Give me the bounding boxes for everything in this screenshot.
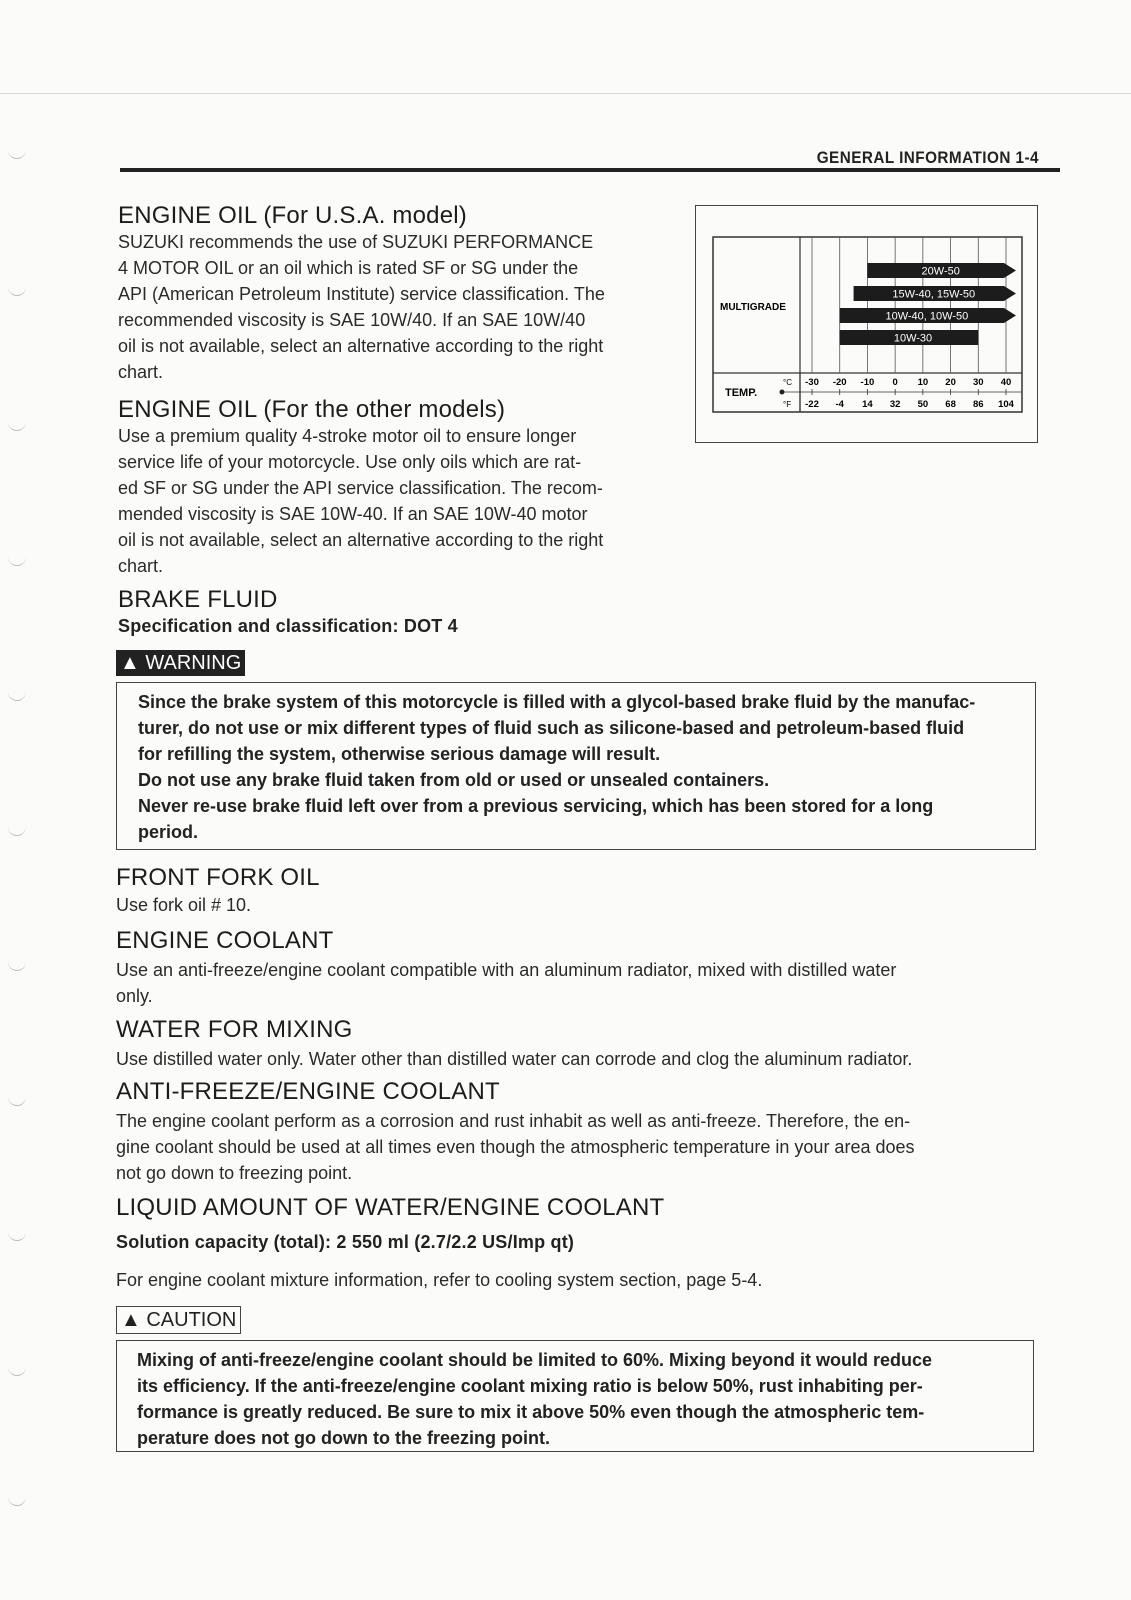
- binder-hole-mark: [8, 285, 26, 296]
- temp-label: TEMP.: [725, 387, 758, 399]
- text-line: oil is not available, select an alternative according to the right: [118, 336, 604, 356]
- paragraph-engine-oil-other: [118, 423, 678, 579]
- binder-hole-mark: [8, 1095, 26, 1106]
- heading-anti-freeze: ANTI-FREEZE/ENGINE COOLANT: [116, 1078, 500, 1105]
- celsius-tick-label: 20: [945, 377, 956, 388]
- binder-hole-mark: [8, 1495, 26, 1506]
- text-line: chart.: [118, 362, 164, 382]
- caution-line: Mixing of anti-freeze/engine coolant should be limited to 60%. Mixing beyond it would reduce: [137, 1350, 933, 1370]
- text-line: mended viscosity is SAE 10W-40. If an SAE 10W-40 motor: [118, 504, 588, 524]
- temp-scale-dot: [780, 390, 785, 395]
- viscosity-chart-frame: [695, 205, 1038, 443]
- celsius-unit: °C: [783, 378, 792, 387]
- text-line: The engine coolant perform as a corrosion and rust inhabit as well as anti-freeze. Therefore, the en-: [116, 1111, 911, 1131]
- fahrenheit-unit: °F: [783, 400, 792, 409]
- celsius-tick-label: -10: [860, 377, 875, 388]
- binder-hole-mark: [8, 825, 26, 836]
- warning-box: [116, 682, 1036, 850]
- text-line: Use an anti-freeze/engine coolant compatible with an aluminum radiator, mixed with distilled water: [116, 960, 897, 980]
- coolant-capacity-spec: Solution capacity (total): 2 550 ml (2.7/2.2 US/Imp qt): [116, 1232, 575, 1252]
- text-line: 4 MOTOR OIL or an oil which is rated SF or SG under the: [118, 258, 579, 278]
- fahrenheit-tick-label: 14: [862, 399, 873, 410]
- caution-box: [116, 1340, 1034, 1452]
- binder-hole-mark: [8, 1230, 26, 1241]
- viscosity-bar-label: 20W-50: [921, 265, 960, 278]
- heading-water-for-mixing: WATER FOR MIXING: [116, 1016, 353, 1043]
- paragraph-engine-coolant: [116, 957, 1056, 1009]
- caution-line: perature does not go down to the freezing point.: [137, 1428, 550, 1448]
- binder-hole-mark: [8, 555, 26, 566]
- text-line: service life of your motorcycle. Use only oils which are rat-: [118, 452, 582, 472]
- celsius-tick-label: -20: [832, 377, 847, 388]
- binder-hole-mark: [8, 690, 26, 701]
- text-line: Use a premium quality 4-stroke motor oil to ensure longer: [118, 426, 577, 446]
- text-line: chart.: [118, 556, 164, 576]
- celsius-tick-label: 40: [1000, 377, 1012, 388]
- fahrenheit-tick-label: 68: [945, 399, 956, 410]
- binder-hole-mark: [8, 1365, 26, 1376]
- multigrade-label: MULTIGRADE: [720, 302, 786, 313]
- heading-engine-oil-other: ENGINE OIL (For the other models): [118, 396, 506, 423]
- celsius-tick-label: 10: [917, 377, 929, 388]
- text-line: only.: [116, 986, 153, 1006]
- fahrenheit-tick-label: -22: [805, 399, 819, 410]
- binder-hole-mark: [8, 148, 26, 159]
- celsius-tick-label: -30: [805, 377, 819, 388]
- paragraph-engine-oil-usa: [118, 229, 678, 385]
- heading-engine-coolant: ENGINE COOLANT: [116, 927, 334, 954]
- text-line: oil is not available, select an alternative according to the right: [118, 530, 604, 550]
- heading-front-fork-oil: FRONT FORK OIL: [116, 864, 320, 891]
- heading-brake-fluid: BRAKE FLUID: [118, 586, 278, 613]
- text-line: SUZUKI recommends the use of SUZUKI PERFORMANCE: [118, 232, 594, 252]
- warning-line: for refilling the system, otherwise serious damage will result.: [138, 744, 661, 764]
- fahrenheit-tick-label: 50: [917, 399, 929, 410]
- page-header-title: GENERAL INFORMATION 1-4: [816, 148, 1039, 167]
- fahrenheit-tick-label: 104: [998, 399, 1014, 410]
- warning-line: period.: [138, 822, 199, 842]
- paragraph-anti-freeze: [116, 1108, 1056, 1186]
- warning-triangle-icon: ▲: [120, 652, 140, 674]
- binder-hole-mark: [8, 420, 26, 431]
- scan-edge-line: [0, 93, 1131, 94]
- text-line: gine coolant should be used at all times even though the atmospheric temperature in your area does: [116, 1137, 915, 1157]
- text-line: ed SF or SG under the API service classification. The recom-: [118, 478, 603, 498]
- fahrenheit-tick-label: 32: [889, 399, 901, 410]
- heading-liquid-amount: LIQUID AMOUNT OF WATER/ENGINE COOLANT: [116, 1194, 665, 1221]
- text-line: API (American Petroleum Institute) service classification. The: [118, 284, 605, 304]
- warning-label: WARNING: [145, 652, 242, 674]
- caution-line: its efficiency. If the anti-freeze/engine coolant mixing ratio is below 50%, rust inhabiting per-: [137, 1376, 923, 1396]
- caution-line: formance is greatly reduced. Be sure to mix it above 50% even though the atmospheric tem-: [137, 1402, 925, 1422]
- front-fork-oil-text: Use fork oil # 10.: [116, 895, 252, 915]
- viscosity-chart: [696, 206, 1037, 442]
- warning-line: Never re-use brake fluid left over from a previous servicing, which has been stored for a long: [138, 796, 934, 816]
- warning-badge: [116, 650, 245, 676]
- heading-engine-oil-usa: ENGINE OIL (For U.S.A. model): [118, 202, 467, 229]
- warning-line: Since the brake system of this motorcycle is filled with a glycol-based brake fluid by the manufac-: [138, 692, 976, 712]
- header-rule: [120, 168, 1060, 172]
- fahrenheit-tick-label: -4: [835, 399, 844, 410]
- caution-triangle-icon: ▲: [121, 1309, 141, 1331]
- fahrenheit-tick-label: 86: [972, 399, 984, 410]
- coolant-reference-text: For engine coolant mixture information, refer to cooling system section, page 5-4.: [116, 1270, 763, 1290]
- warning-line: Do not use any brake fluid taken from old or used or unsealed containers.: [138, 770, 770, 790]
- binder-hole-mark: [8, 960, 26, 971]
- brake-fluid-spec: Specification and classification: DOT 4: [118, 616, 458, 636]
- warning-line: turer, do not use or mix different types of fluid such as silicone-based and petroleum-based fluid: [138, 718, 965, 738]
- viscosity-bar-label: 10W-40, 10W-50: [885, 310, 969, 323]
- text-line: not go down to freezing point.: [116, 1163, 353, 1183]
- caution-badge: [116, 1306, 241, 1334]
- caution-label: CAUTION: [146, 1309, 237, 1331]
- celsius-tick-label: 0: [892, 377, 898, 388]
- viscosity-bar-label: 15W-40, 15W-50: [892, 288, 976, 301]
- text-line: recommended viscosity is SAE 10W/40. If an SAE 10W/40: [118, 310, 586, 330]
- water-for-mixing-text: Use distilled water only. Water other than distilled water can corrode and clog the aluminum radiator.: [116, 1049, 913, 1069]
- viscosity-bar-label: 10W-30: [893, 332, 933, 345]
- celsius-tick-label: 30: [972, 377, 984, 388]
